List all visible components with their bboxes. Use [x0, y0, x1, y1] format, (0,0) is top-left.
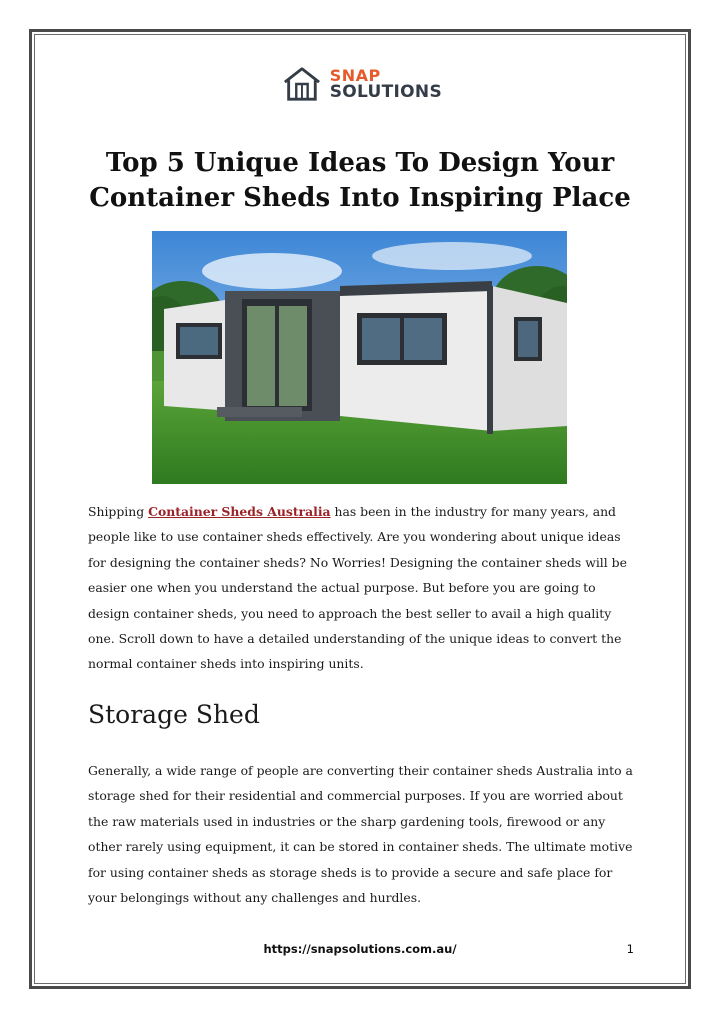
logo-snap-text: SNAP — [329, 66, 381, 85]
hero-image — [152, 231, 567, 484]
logo-solutions-text: SOLUTIONS — [329, 82, 442, 102]
container-sheds-australia-link[interactable]: Container Sheds Australia — [148, 504, 331, 519]
page-title: Top 5 Unique Ideas To Design Your Container Sheds Into Inspiring Place — [89, 148, 631, 213]
page-number: 1 — [626, 942, 634, 956]
company-logo[interactable] — [282, 64, 442, 104]
intro-paragraph — [88, 499, 638, 677]
intro-prefix: Shipping — [88, 504, 149, 519]
footer-url[interactable]: https://snapsolutions.com.au/ — [263, 942, 457, 956]
section-paragraph: Generally, a wide range of people are converting their container sheds Australia into a storage shed for their residential and commercial purposes. If you are worried about the raw materials used in industries or the sharp gardening tools, firewood or any other rarely using equipment, it can be stored in container sheds. The ultimate motive for using container sheds as storage sheds is to provide a secure and safe place for your belongings without any challenges and hurdles. — [88, 763, 633, 906]
house-outline-icon — [282, 64, 326, 104]
container-shed-photo — [152, 231, 567, 484]
section-heading: Storage Shed — [88, 700, 260, 729]
intro-rest: has been in the industry for many years, and people like to use container sheds effectively. Are you wondering about unique ideas for designing the container sheds? No Worries! Designing the container sheds will be easier one when you understand the actual purpose. But before you are going to design container sheds, you need to approach the best seller to avail a high quality one. Scroll down to have a detailed understanding of the unique ideas to convert the normal container sheds into inspiring units. — [88, 504, 627, 672]
